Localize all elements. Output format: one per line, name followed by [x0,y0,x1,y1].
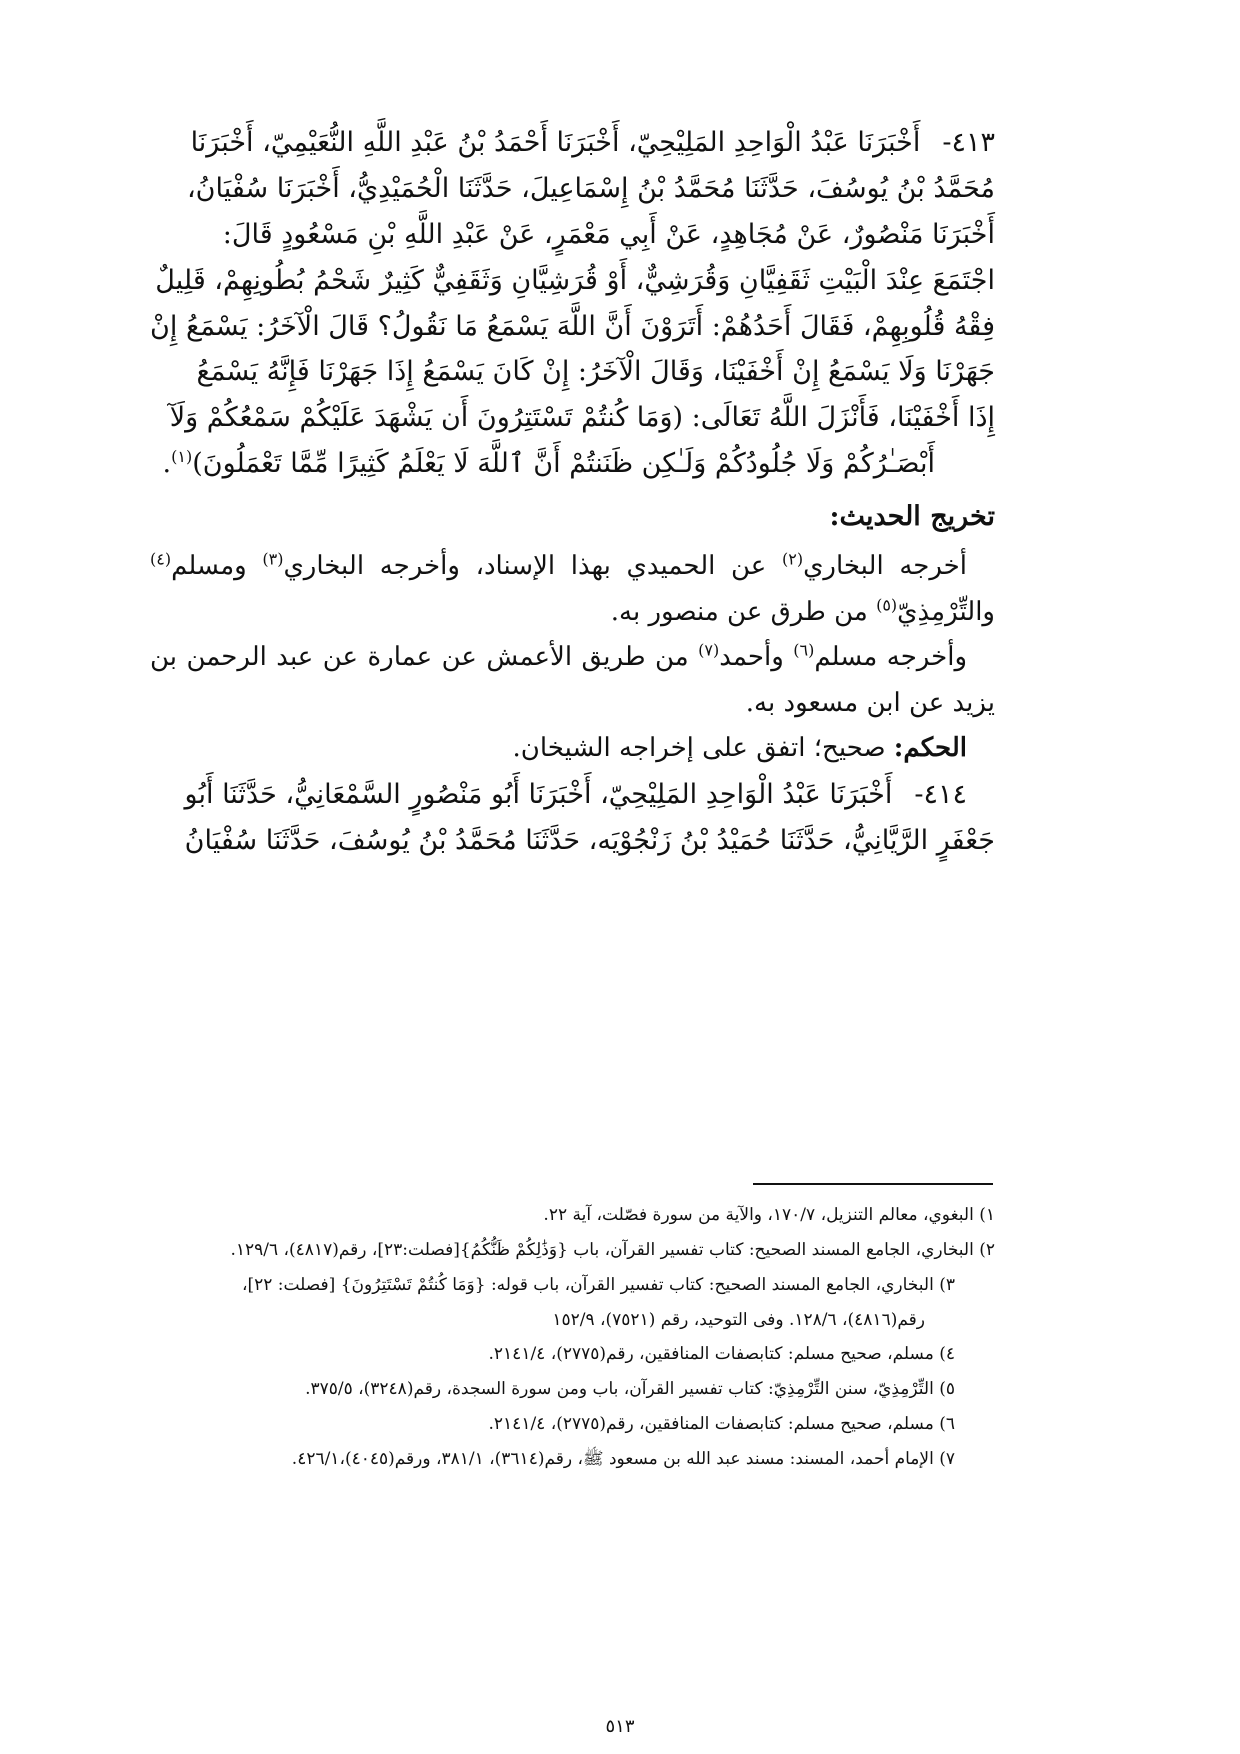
takhrij-paragraph-2: وأخرجه مسلم$^{(٦)}$ وأحمد$^{(٧)}$ من طريق الأعمش عن عمارة عن عبد الرحمن بن يزيد عن ابن مسعود به. [150,640,995,718]
footnote-item: ٧) الإمام أحمد، المسند: مسند عبد الله بن مسعود ﷺ، رقم(٣٦١٤)، ٣٨١/١، ورقم(٤٠٤٥)،٤٢٦/١. [291,1448,955,1469]
hadith-413-line: اجْتَمَعَ عِنْدَ الْبَيْتِ ثَقَفِيَّانِ وَقُرَشِيٌّ، أَوْ قُرَشِيَّانِ وَثَقَفِيٌّ كَثِيرٌ شَحْمُ بُطُونِهِمْ، قَلِيلٌ [155,264,995,296]
footnote-ref[interactable]: (٢) [781,549,804,569]
hadith-414-line: ٤١٤-أَخْبَرَنَا عَبْدُ الْوَاحِدِ المَلِيْحِيّ، أَخْبَرَنَا أَبُو مَنْصُورٍ السَّمْعَانِيُّ، حَدَّثَنَا أَبُو [150,772,995,818]
footnote-item: ٤) مسلم، صحيح مسلم: كتابصفات المنافقين، رقم(٢٧٧٥)، ٢١٤١/٤. [488,1344,955,1365]
hadith-413-line: ٤١٣-أَخْبَرَنَا عَبْدُ الْوَاحِدِ المَلِيْحِيّ، أَخْبَرَنَا أَحْمَدُ بْنُ عَبْدِ اللَّهِ النُّعَيْمِيّ، أَخْبَرَنَا [150,120,995,166]
hukm-line: الحكم: صحيح؛ اتفق على إخراجه الشيخان. [512,733,967,764]
footnote-item: ٦) مسلم، صحيح مسلم: كتابصفات المنافقين، رقم(٢٧٧٥)، ٢١٤١/٤. [488,1414,955,1435]
hadith-413-line: أَبْصَـٰرُكُمْ وَلَا جُلُودُكُمْ وَلَـٰكِن ظَنَنتُمْ أَنَّ ٱللَّهَ لَا يَعْلَمُ كَثِيرًا مِّمَّا تَعْمَلُونَ)$^{(١)}$. [162,447,935,480]
footnote-item: ٢) البخاري، الجامع المسند الصحيح: كتاب تفسير القرآن، باب {وَذَٰلِكُمْ ظَنُّكُمُ}[فصلت:٢٣]، رقم(٤٨١٧)، ١٢٩/٦. [230,1239,995,1260]
hadith-413-line: إِذَا أَخْفَيْنَا، فَأَنْزَلَ اللَّهُ تَعَالَى: (وَمَا كُنتُمْ تَسْتَتِرُونَ أَن يَشْهَدَ عَلَيْكُمْ سَمْعُكُمْ وَلَآ [169,402,995,434]
hadith-413-line: مُحَمَّدُ بْنُ يُوسُفَ، حَدَّثَنَا مُحَمَّدُ بْنُ إِسْمَاعِيلَ، حَدَّثَنَا الْحُمَيْدِيُّ، أَخْبَرَنَا سُفْيَانُ، [186,172,995,204]
page-number: ٥١٣ [605,1716,635,1737]
footnote-item: ١) البغوي، معالم التنزيل، ١٧٠/٧، والآية من سورة فصّلت، آية ٢٢. [543,1205,995,1225]
footnote-ref[interactable]: (٧) [698,640,720,660]
footnote-item: ٥) التِّرْمِذِيّ، سنن التِّرْمِذِيّ: كتاب تفسير القرآن، باب ومن سورة السجدة، رقم(٣٢٤٨)، ٣٧٥/٥. [305,1379,955,1400]
hadith-number: ٤١٤- [914,778,967,810]
main-text [150,120,995,864]
footnote-ref[interactable]: (٥) [876,595,898,615]
takhrij-heading: تخريج الحديث: [829,501,995,533]
hukm-label: الحكم: [893,733,967,764]
hadith-413-line: أَخْبَرَنَا مَنْصُورٌ، عَنْ مُجَاهِدٍ، عَنْ أَبِي مَعْمَرٍ، عَنْ عَبْدِ اللَّهِ بْنِ مَسْعُودٍ قَالَ: [222,218,995,250]
footnote-separator [753,1183,993,1185]
footnote-ref[interactable]: (١) [171,447,193,467]
footnote-ref[interactable]: (٦) [793,640,815,660]
hadith-413-line: جَهَرْنَا وَلَا يَسْمَعُ إِنْ أَخْفَيْنَا، وَقَالَ الْآخَرُ: إِنْ كَانَ يَسْمَعُ إِذَا جَهَرْنَا فَإِنَّهُ يَسْمَعُ [196,356,995,388]
hadith-414-line: جَعْفَرٍ الرَّيَّانِيُّ، حَدَّثَنَا حُمَيْدُ بْنُ زَنْجُوْيَه، حَدَّثَنَا مُحَمَّدُ بْنُ يُوسُفَ، حَدَّثَنَا سُفْيَانُ [184,824,995,856]
hadith-413-line: فِقْهُ قُلُوبِهِمْ، فَقَالَ أَحَدُهُمْ: أَتَرَوْنَ أَنَّ اللَّهَ يَسْمَعُ مَا نَقُولُ؟ قَالَ الْآخَرُ: يَسْمَعُ إِنْ [150,310,995,342]
hadith-number: ٤١٣- [942,127,995,158]
footnote-item: رقم(٤٨١٦)، ١٢٨/٦. وفى التوحيد، رقم (٧٥٢١)، ١٥٢/٩ [552,1309,925,1330]
takhrij-paragraph-1: أخرجه البخاري$^{(٢)}$ عن الحميدي بهذا الإسناد، وأخرجه البخاري$^{(٣)}$ ومسلم$^{(٤)}$ والتِّرْمِذِيّ$^{(٥)}$ من طرق عن منصور به. [150,549,995,627]
footnote-ref[interactable]: (٤) [150,549,172,569]
footnote-item: ٣) البخاري، الجامع المسند الصحيح: كتاب تفسير القرآن، باب قوله: {وَمَا كُنتُمْ تَسْتَتِرُونَ} [فصلت: ٢٢]، [241,1274,955,1295]
footnote-ref[interactable]: (٣) [262,549,284,569]
footnotes [135,1198,995,1477]
